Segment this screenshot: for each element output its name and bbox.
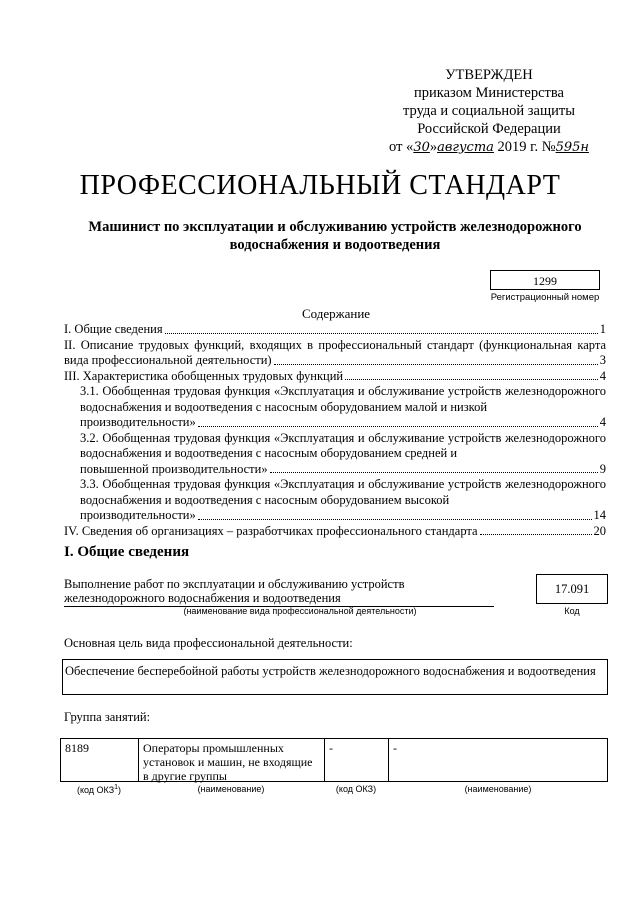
- handwritten-number: 595н: [555, 140, 589, 155]
- contents-title: Содержание: [301, 306, 371, 321]
- okz-code-caption: (код ОКЗ$^1$): [76, 784, 122, 795]
- date-mid: »: [429, 139, 438, 155]
- document-title: ПРОФЕССИОНАЛЬНЫЙ СТАНДАРТ: [79, 170, 561, 201]
- occupation-name-cell: Операторы промышленных установок и машин, не входящие в другие группы: [139, 739, 325, 781]
- code-caption: Код: [564, 606, 580, 616]
- toc-item[interactable]: 3.3. Обобщенная трудовая функция «Эксплуатация и обслуживание устройств железнодорожного водоснабжения и водоотведения с насосным оборудованием высокой производительности» 14: [80, 477, 606, 522]
- approval-line-2: приказом Министерства: [414, 85, 564, 101]
- toc-item[interactable]: II. Описание трудовых функций, входящих в профессиональный стандарт (функциональная карта вида профессиональной деятельности) 3: [64, 337, 606, 367]
- registration-number-box: 1299: [490, 270, 600, 290]
- occupation-group-table: [60, 738, 608, 782]
- approval-line-1: УТВЕРЖДЕН: [445, 67, 533, 83]
- standard-name: Машинист по эксплуатации и обслуживанию устройств железнодорожного водоснабжения и водоотведения: [88, 219, 582, 253]
- name-caption-2: (наименование): [464, 784, 532, 794]
- toc-item[interactable]: IV. Сведения об организациях – разработчиках профессионального стандарта 20: [64, 523, 606, 538]
- goal-box: Обеспечение бесперебойной работы устройств железнодорожного водоснабжения и водоотведения: [62, 659, 608, 695]
- toc-item[interactable]: 3.2. Обобщенная трудовая функция «Эксплуатация и обслуживание устройств железнодорожного водоснабжения и водоотведения с насосным оборудованием средней и повышенной производительности» 9: [80, 430, 606, 476]
- table-of-contents: [64, 322, 606, 539]
- approval-stamp: [378, 66, 600, 157]
- okz-code-caption-2: (код ОКЗ): [335, 784, 377, 794]
- date-prefix: от «: [389, 139, 414, 155]
- toc-item[interactable]: 3.1. Обобщенная трудовая функция «Эксплуатация и обслуживание устройств железнодорожного водоснабжения и водоотведения с насосным оборудованием малой и низкой производительности» 4: [80, 384, 606, 429]
- activity-code-box: 17.091: [536, 574, 608, 604]
- activity-caption: (наименование вида профессиональной деятельности): [183, 606, 417, 616]
- group-label: Группа занятий:: [64, 710, 151, 724]
- toc-item[interactable]: III. Характеристика обобщенных трудовых функций 4: [64, 368, 606, 383]
- section-heading: I. Общие сведения: [64, 544, 190, 560]
- handwritten-day: 30: [413, 140, 430, 155]
- registration-number-label: Регистрационный номер: [490, 292, 600, 303]
- activity-name: Выполнение работ по эксплуатации и обслуживанию устройств железнодорожного водоснабжения и водоотведения: [64, 577, 494, 607]
- name-caption: (наименование): [197, 784, 265, 794]
- approval-line-3: труда и социальной защиты: [403, 103, 575, 119]
- date-year: 2019 г. №: [497, 139, 556, 155]
- approval-line-4: Российской Федерации: [417, 121, 561, 137]
- approval-date-line: [378, 138, 600, 157]
- okz-code-cell-2: -: [325, 739, 389, 781]
- goal-label: Основная цель вида профессиональной деятельности:: [64, 636, 353, 650]
- toc-item[interactable]: I. Общие сведения 1: [64, 322, 606, 336]
- handwritten-month: августа: [437, 140, 494, 155]
- okz-code-cell: 8189: [61, 739, 139, 781]
- occupation-name-cell-2: -: [393, 741, 397, 755]
